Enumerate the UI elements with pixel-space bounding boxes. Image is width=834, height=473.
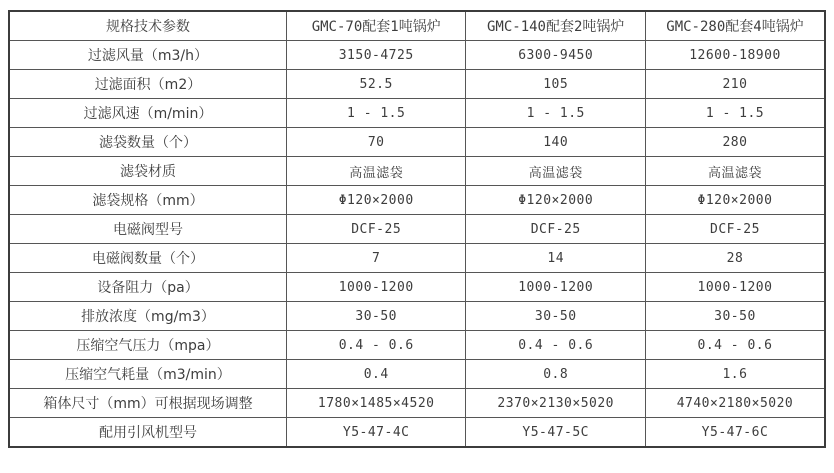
value-cell: 1.6	[645, 360, 825, 389]
row-label-cell: 电磁阀型号	[9, 215, 286, 244]
row-label-cell: 排放浓度（mg/m3）	[9, 302, 286, 331]
row-label-cell: 过滤风量（m3/h）	[9, 41, 286, 70]
value-cell: 0.4 - 0.6	[466, 331, 646, 360]
value-cell: 1 - 1.5	[466, 99, 646, 128]
value-cell: 30-50	[645, 302, 825, 331]
model-header-cell: GMC-140配套2吨锅炉	[466, 11, 646, 41]
value-cell: 1000-1200	[645, 273, 825, 302]
table-row	[9, 389, 825, 418]
value-cell: 7	[286, 244, 466, 273]
table-head	[9, 11, 825, 41]
value-cell: 高温滤袋	[466, 157, 646, 186]
row-label-cell: 滤袋规格（mm）	[9, 186, 286, 215]
row-label-cell: 过滤风速（m/min）	[9, 99, 286, 128]
value-cell: Y5-47-6C	[645, 418, 825, 448]
value-cell: Y5-47-5C	[466, 418, 646, 448]
table-row	[9, 418, 825, 448]
value-cell: 0.4 - 0.6	[286, 331, 466, 360]
value-cell: Φ120×2000	[645, 186, 825, 215]
value-cell: 52.5	[286, 70, 466, 99]
spec-table	[8, 10, 826, 448]
value-cell: Φ120×2000	[286, 186, 466, 215]
table-row	[9, 331, 825, 360]
model-header-cell: GMC-280配套4吨锅炉	[645, 11, 825, 41]
value-cell: 1000-1200	[286, 273, 466, 302]
table-row	[9, 244, 825, 273]
value-cell: 3150-4725	[286, 41, 466, 70]
table-row	[9, 157, 825, 186]
model-header-cell: GMC-70配套1吨锅炉	[286, 11, 466, 41]
table-body	[9, 41, 825, 448]
row-label-cell: 滤袋材质	[9, 157, 286, 186]
row-label-cell: 电磁阀数量（个）	[9, 244, 286, 273]
table-row	[9, 99, 825, 128]
table-row	[9, 186, 825, 215]
value-cell: 高温滤袋	[645, 157, 825, 186]
value-cell: 1780×1485×4520	[286, 389, 466, 418]
value-cell: 105	[466, 70, 646, 99]
value-cell: 0.4	[286, 360, 466, 389]
value-cell: 高温滤袋	[286, 157, 466, 186]
value-cell: 0.4 - 0.6	[645, 331, 825, 360]
row-label-cell: 箱体尺寸（mm）可根据现场调整	[9, 389, 286, 418]
value-cell: 1 - 1.5	[286, 99, 466, 128]
value-cell: 30-50	[286, 302, 466, 331]
value-cell: 70	[286, 128, 466, 157]
value-cell: Φ120×2000	[466, 186, 646, 215]
value-cell: 0.8	[466, 360, 646, 389]
row-label-cell: 配用引风机型号	[9, 418, 286, 448]
value-cell: 1000-1200	[466, 273, 646, 302]
value-cell: Y5-47-4C	[286, 418, 466, 448]
row-label-cell: 设备阻力（pa）	[9, 273, 286, 302]
table-row	[9, 70, 825, 99]
row-label-cell: 压缩空气压力（mpa）	[9, 331, 286, 360]
table-row	[9, 273, 825, 302]
value-cell: 14	[466, 244, 646, 273]
value-cell: 12600-18900	[645, 41, 825, 70]
table-row	[9, 215, 825, 244]
row-label-cell: 压缩空气耗量（m3/min）	[9, 360, 286, 389]
value-cell: 280	[645, 128, 825, 157]
table-row	[9, 41, 825, 70]
value-cell: 4740×2180×5020	[645, 389, 825, 418]
value-cell: DCF-25	[466, 215, 646, 244]
value-cell: DCF-25	[286, 215, 466, 244]
row-label-cell: 滤袋数量（个）	[9, 128, 286, 157]
value-cell: 1 - 1.5	[645, 99, 825, 128]
value-cell: DCF-25	[645, 215, 825, 244]
value-cell: 140	[466, 128, 646, 157]
header-row	[9, 11, 825, 41]
row-label-cell: 过滤面积（m2）	[9, 70, 286, 99]
table-row	[9, 128, 825, 157]
table-row	[9, 360, 825, 389]
value-cell: 2370×2130×5020	[466, 389, 646, 418]
value-cell: 210	[645, 70, 825, 99]
param-header-cell: 规格技术参数	[9, 11, 286, 41]
value-cell: 30-50	[466, 302, 646, 331]
value-cell: 6300-9450	[466, 41, 646, 70]
table-row	[9, 302, 825, 331]
value-cell: 28	[645, 244, 825, 273]
